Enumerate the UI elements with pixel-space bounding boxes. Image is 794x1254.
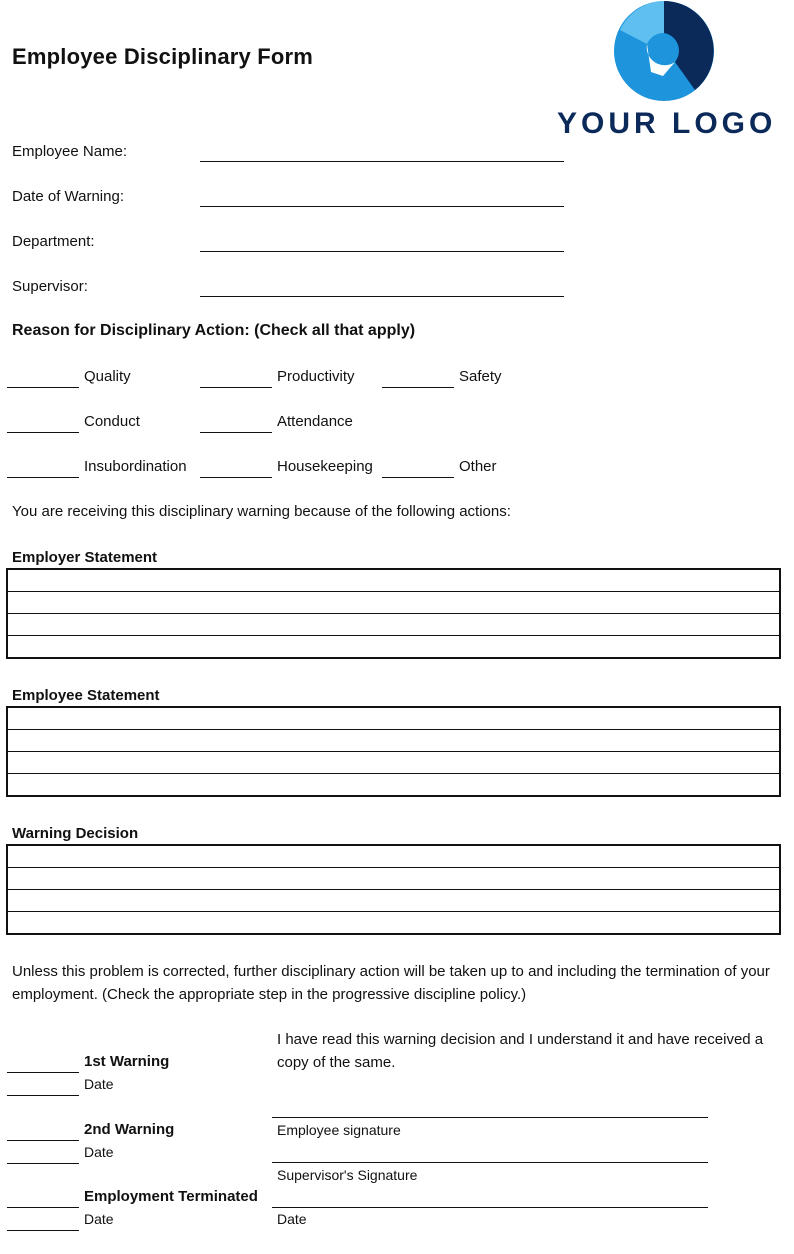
attendance-checkbox-line[interactable] [200, 432, 272, 433]
statement-line[interactable] [8, 774, 779, 795]
second-warning-date-field[interactable] [7, 1163, 79, 1164]
reason-productivity: Productivity [277, 368, 355, 385]
signature-date-label: Date [277, 1211, 307, 1227]
statement-line[interactable] [8, 730, 779, 752]
reason-housekeeping: Housekeeping [277, 458, 373, 475]
company-logo [555, 0, 785, 140]
employee-name-label: Employee Name: [12, 143, 128, 160]
statement-line[interactable] [8, 890, 779, 912]
reason-safety: Safety [459, 368, 502, 385]
statement-line[interactable] [8, 570, 779, 592]
warning-decision-heading: Warning Decision [12, 825, 139, 842]
insubordination-checkbox-line[interactable] [7, 477, 79, 478]
second-warning-label: 2nd Warning [84, 1121, 175, 1138]
employee-signature-field[interactable] [272, 1117, 708, 1118]
reason-quality: Quality [84, 368, 131, 385]
employee-statement-heading: Employee Statement [12, 687, 160, 704]
first-warning-date-field[interactable] [7, 1095, 79, 1096]
form-title: Employee Disciplinary Form [12, 44, 314, 69]
reason-conduct: Conduct [84, 413, 140, 430]
first-warning-label: 1st Warning [84, 1053, 170, 1070]
employee-name-field[interactable] [200, 161, 564, 162]
date-of-warning-field[interactable] [200, 206, 564, 207]
statement-line[interactable] [8, 708, 779, 730]
employment-terminated-label: Employment Terminated [84, 1188, 258, 1205]
statement-line[interactable] [8, 592, 779, 614]
termination-notice: Unless this problem is corrected, further disciplinary action will be taken up to and including the termination of your employment. (Check the appropriate step in the progressive discipline policy.) [12, 963, 770, 1003]
conduct-checkbox-line[interactable] [7, 432, 79, 433]
statement-line[interactable] [8, 752, 779, 774]
department-field[interactable] [200, 251, 564, 252]
statement-line[interactable] [8, 912, 779, 933]
other-checkbox-line[interactable] [382, 477, 454, 478]
supervisor-signature-label: Supervisor's Signature [277, 1167, 418, 1183]
employer-statement-box[interactable] [6, 568, 781, 659]
statement-line[interactable] [8, 614, 779, 636]
second-warning-date-label: Date [84, 1144, 114, 1160]
termination-date-field[interactable] [7, 1230, 79, 1231]
employee-statement-box[interactable] [6, 706, 781, 797]
termination-checkbox-line[interactable] [7, 1207, 79, 1208]
quality-checkbox-line[interactable] [7, 387, 79, 388]
date-of-warning-label: Date of Warning: [12, 188, 124, 205]
logo-text: YOUR LOGO [557, 107, 777, 140]
reason-other: Other [459, 458, 497, 475]
first-warning-checkbox-line[interactable] [7, 1072, 79, 1073]
productivity-checkbox-line[interactable] [200, 387, 272, 388]
supervisor-field[interactable] [200, 296, 564, 297]
statement-line[interactable] [8, 636, 779, 657]
supervisor-label: Supervisor: [12, 278, 88, 295]
reason-heading: Reason for Disciplinary Action: (Check all that apply) [12, 322, 416, 339]
termination-date-label: Date [84, 1211, 114, 1227]
acknowledgement-text: I have read this warning decision and I understand it and have received a copy of the same. [277, 1031, 764, 1071]
housekeeping-checkbox-line[interactable] [200, 477, 272, 478]
statement-line[interactable] [8, 846, 779, 868]
employer-statement-heading: Employer Statement [12, 549, 158, 566]
department-label: Department: [12, 233, 95, 250]
employee-signature-label: Employee signature [277, 1122, 401, 1138]
second-warning-checkbox-line[interactable] [7, 1140, 79, 1141]
reason-attendance: Attendance [277, 413, 353, 430]
signature-date-field[interactable] [272, 1207, 708, 1208]
reason-insubordination: Insubordination [84, 458, 187, 475]
logo-mark-icon [555, 0, 785, 110]
supervisor-signature-field[interactable] [272, 1162, 708, 1163]
warning-decision-box[interactable] [6, 844, 781, 935]
safety-checkbox-line[interactable] [382, 387, 454, 388]
statement-line[interactable] [8, 868, 779, 890]
first-warning-date-label: Date [84, 1076, 114, 1092]
actions-intro: You are receiving this disciplinary warning because of the following actions: [12, 503, 511, 520]
